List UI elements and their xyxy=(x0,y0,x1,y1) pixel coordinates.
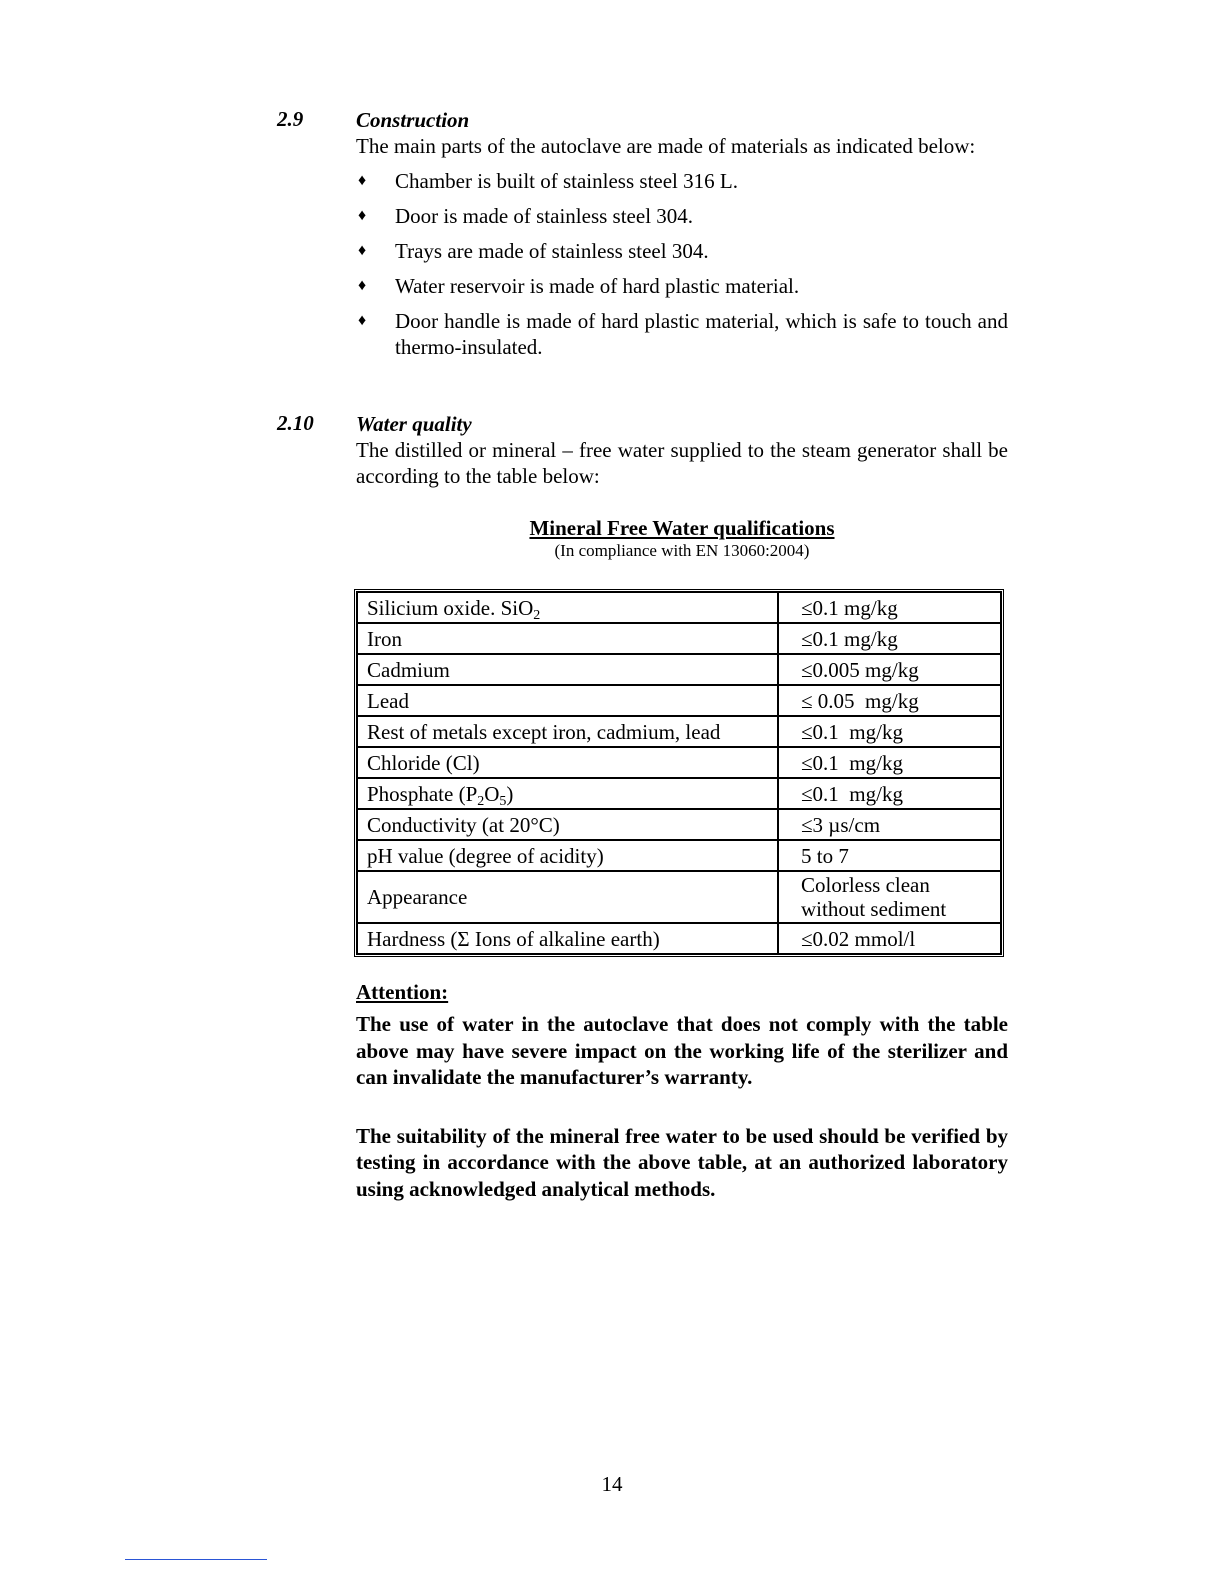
table-cell-value: ≤0.1 mg/kg xyxy=(778,592,1001,623)
section-2-10-number: 2.10 xyxy=(277,411,314,435)
table-row xyxy=(357,871,1001,923)
table-cell-value: Colorless clean without sediment xyxy=(778,871,1001,923)
section-2-10-title: Water quality xyxy=(356,412,472,436)
table-row xyxy=(357,623,1001,654)
table-cell-parameter: Rest of metals except iron, cadmium, lead xyxy=(357,716,778,747)
list-item: ♦ Trays are made of stainless steel 304. xyxy=(358,239,709,263)
diamond-bullet-icon: ♦ xyxy=(358,277,367,294)
table-row xyxy=(357,592,1001,623)
table-row xyxy=(357,840,1001,871)
table-cell-parameter: Appearance xyxy=(357,871,778,923)
list-item: ♦ Door handle is made of hard plastic material, which is safe to touch and thermo-insulated. xyxy=(358,309,1008,359)
table-cell-parameter: Silicium oxide. SiO$_2$ xyxy=(357,592,778,623)
table-row xyxy=(357,778,1001,809)
list-item: ♦ Door is made of stainless steel 304. xyxy=(358,204,694,228)
table-row xyxy=(357,654,1001,685)
table-row xyxy=(357,716,1001,747)
table-subtitle: (In compliance with EN 13060:2004) xyxy=(554,541,810,560)
table-row xyxy=(357,809,1001,840)
section-2-10-body xyxy=(356,411,1008,489)
table-cell-value: ≤0.1 mg/kg xyxy=(778,623,1001,654)
table-cell-parameter: Conductivity (at 20°C) xyxy=(357,809,778,840)
table-cell-value: ≤0.1 mg/kg xyxy=(778,716,1001,747)
diamond-bullet-icon: ♦ xyxy=(358,242,367,259)
table-cell-value: ≤0.02 mmol/l xyxy=(778,923,1001,954)
table-cell-parameter: Cadmium xyxy=(357,654,778,685)
table-title: Mineral Free Water qualifications xyxy=(529,516,835,540)
section-2-9-body xyxy=(356,107,1008,360)
table-cell-parameter: pH value (degree of acidity) xyxy=(357,840,778,871)
table-row xyxy=(357,685,1001,716)
table-cell-value: 5 to 7 xyxy=(778,840,1001,871)
diamond-bullet-icon: ♦ xyxy=(358,207,367,224)
footnote-separator xyxy=(125,1559,267,1560)
construction-list xyxy=(356,168,1008,360)
table-cell-value: ≤3 µs/cm xyxy=(778,809,1001,840)
attention-paragraph-2: The suitability of the mineral free water to be used should be verified by testing in accordance with the above table, at an authorized laboratory using acknowledged analytical methods. xyxy=(356,1123,1008,1201)
section-2-9-number: 2.9 xyxy=(277,107,304,131)
table-cell-parameter: Iron xyxy=(357,623,778,654)
diamond-bullet-icon: ♦ xyxy=(358,172,367,189)
table-row xyxy=(357,923,1001,954)
table-cell-parameter: Chloride (Cl) xyxy=(357,747,778,778)
water-quality-table xyxy=(354,589,1004,957)
table-row xyxy=(357,747,1001,778)
table-cell-parameter: Phosphate $(P_2O_5)$ xyxy=(357,778,778,809)
table-cell-parameter: Lead xyxy=(357,685,778,716)
table-cell-value: ≤ 0.05 mg/kg xyxy=(778,685,1001,716)
table-caption xyxy=(356,516,1008,562)
section-2-10-intro: The distilled or mineral – free water supplied to the steam generator shall be according to the table below: xyxy=(356,438,1008,488)
diamond-bullet-icon: ♦ xyxy=(358,312,367,329)
section-2-9-title: Construction xyxy=(356,108,470,132)
table-cell-parameter: Hardness (Σ Ions of alkaline earth) xyxy=(357,923,778,954)
table-cell-value: ≤0.005 mg/kg xyxy=(778,654,1001,685)
section-2-9-intro: The main parts of the autoclave are made of materials as indicated below: xyxy=(356,134,976,158)
list-item: ♦ Water reservoir is made of hard plastic material. xyxy=(358,274,800,298)
page-number: 14 xyxy=(601,1472,623,1496)
attention-label: Attention: xyxy=(356,980,449,1004)
table-cell-value: ≤0.1 mg/kg xyxy=(778,747,1001,778)
list-item: ♦ Chamber is built of stainless steel 316 L. xyxy=(358,169,738,193)
table-cell-value: ≤0.1 mg/kg xyxy=(778,778,1001,809)
attention-paragraph-1: The use of water in the autoclave that does not comply with the table above may have severe impact on the working life of the sterilizer and can invalidate the manufacturer’s warranty. xyxy=(356,1012,1008,1089)
attention-block xyxy=(356,979,1008,1202)
